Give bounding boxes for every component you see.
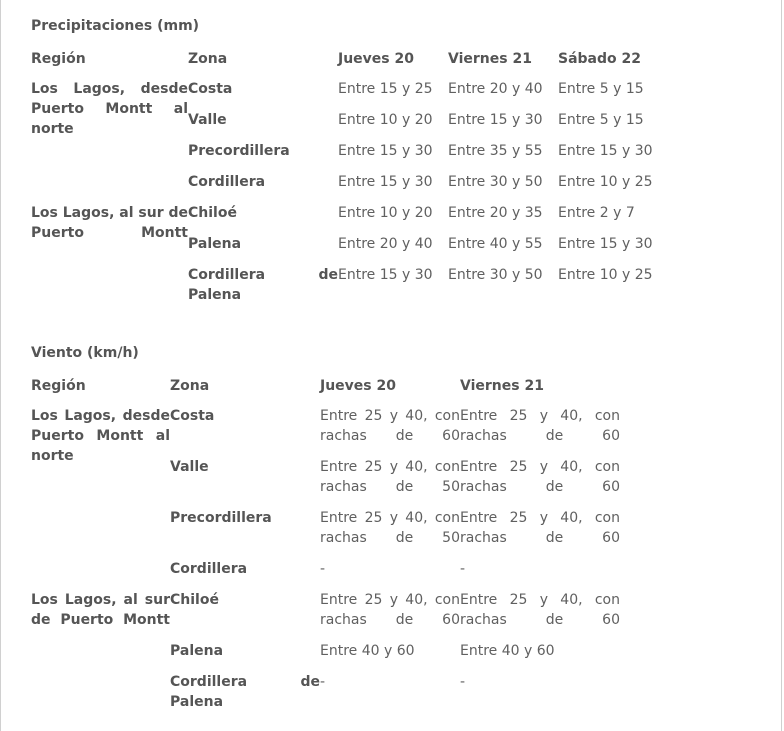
viento-value: Entre 40 y 60: [460, 643, 555, 659]
viento-header-day1: Jueves 20: [320, 378, 396, 394]
viento-value: Entre 25 y 40, con rachas de 60: [460, 592, 620, 628]
viento-value: Entre 40 y 60: [320, 643, 415, 659]
precip-region-north: Los Lagos, desde Puerto Montt al norte: [31, 81, 188, 137]
table-row: [31, 203, 668, 234]
precip-header-day2: Viernes 21: [448, 51, 532, 67]
viento-value: Entre 25 y 40, con rachas de 60: [320, 408, 460, 444]
viento-value: Entre 25 y 40, con rachas de 50: [320, 510, 460, 546]
viento-header-region: Región: [31, 378, 86, 394]
viento-zona: Precordillera: [170, 510, 272, 526]
precip-value: Entre 15 y 30: [558, 143, 653, 159]
viento-title: Viento (km/h): [31, 345, 139, 361]
precip-title: Precipitaciones (mm): [31, 18, 200, 34]
precip-value: Entre 30 y 50: [448, 267, 543, 283]
precip-value: Entre 15 y 30: [338, 174, 433, 190]
table-row: [31, 590, 620, 641]
precip-zona: Valle: [188, 112, 227, 128]
viento-zona: Cordillera de Palena: [170, 674, 320, 710]
precip-value: Entre 20 y 40: [448, 81, 543, 97]
precip-value: Entre 15 y 30: [448, 112, 543, 128]
viento-zona: Chiloé: [170, 592, 219, 608]
table-row: [31, 79, 668, 110]
precip-value: Entre 10 y 20: [338, 205, 433, 221]
viento-zona: Costa: [170, 408, 215, 424]
table-row: [31, 406, 620, 457]
precip-value: Entre 15 y 30: [338, 143, 433, 159]
precip-zona: Palena: [188, 236, 242, 252]
precip-value: Entre 20 y 35: [448, 205, 543, 221]
precip-zona: Costa: [188, 81, 233, 97]
precip-header-day3: Sábado 22: [558, 51, 641, 67]
viento-value: Entre 25 y 40, con rachas de 60: [460, 510, 620, 546]
precip-zona: Chiloé: [188, 205, 237, 221]
precip-value: Entre 10 y 25: [558, 174, 653, 190]
precip-header-row: [31, 49, 668, 79]
viento-zona: Palena: [170, 643, 224, 659]
viento-zona: Valle: [170, 459, 209, 475]
precip-table: [31, 49, 668, 316]
precip-header-zona: Zona: [188, 51, 228, 67]
viento-region-south: Los Lagos, al sur de Puerto Montt: [31, 592, 170, 628]
precip-value: Entre 10 y 25: [558, 267, 653, 283]
precip-header-day1: Jueves 20: [338, 51, 414, 67]
precip-value: Entre 30 y 50: [448, 174, 543, 190]
precip-value: Entre 35 y 55: [448, 143, 543, 159]
precip-value: Entre 15 y 30: [558, 236, 653, 252]
precip-zona: Precordillera: [188, 143, 290, 159]
viento-value: Entre 25 y 40, con rachas de 60: [460, 459, 620, 495]
viento-value: -: [320, 674, 326, 690]
viento-zona: Cordillera: [170, 561, 248, 577]
viento-header-zona: Zona: [170, 378, 210, 394]
viento-value: Entre 25 y 40, con rachas de 60: [460, 408, 620, 444]
viento-header-row: [31, 376, 620, 406]
viento-value: Entre 25 y 40, con rachas de 60: [320, 592, 460, 628]
precip-value: Entre 15 y 30: [338, 267, 433, 283]
viento-value: -: [460, 674, 466, 690]
viento-value: -: [320, 561, 326, 577]
precip-value: Entre 5 y 15: [558, 112, 644, 128]
precip-region-south: Los Lagos, al sur de Puerto Montt: [31, 205, 188, 241]
viento-header-day2: Viernes 21: [460, 378, 544, 394]
precip-value: Entre 5 y 15: [558, 81, 644, 97]
precip-header-region: Región: [31, 51, 86, 67]
viento-value: Entre 25 y 40, con rachas de 50: [320, 459, 460, 495]
precip-zona: Cordillera: [188, 174, 266, 190]
precip-value: Entre 15 y 25: [338, 81, 433, 97]
precip-zona: Cordillera de Palena: [188, 267, 338, 303]
precip-value: Entre 10 y 20: [338, 112, 433, 128]
precip-value: Entre 40 y 55: [448, 236, 543, 252]
viento-table: [31, 376, 620, 723]
viento-region-north: Los Lagos, desde Puerto Montt al norte: [31, 408, 170, 464]
precip-value: Entre 2 y 7: [558, 205, 635, 221]
viento-value: -: [460, 561, 466, 577]
precip-value: Entre 20 y 40: [338, 236, 433, 252]
